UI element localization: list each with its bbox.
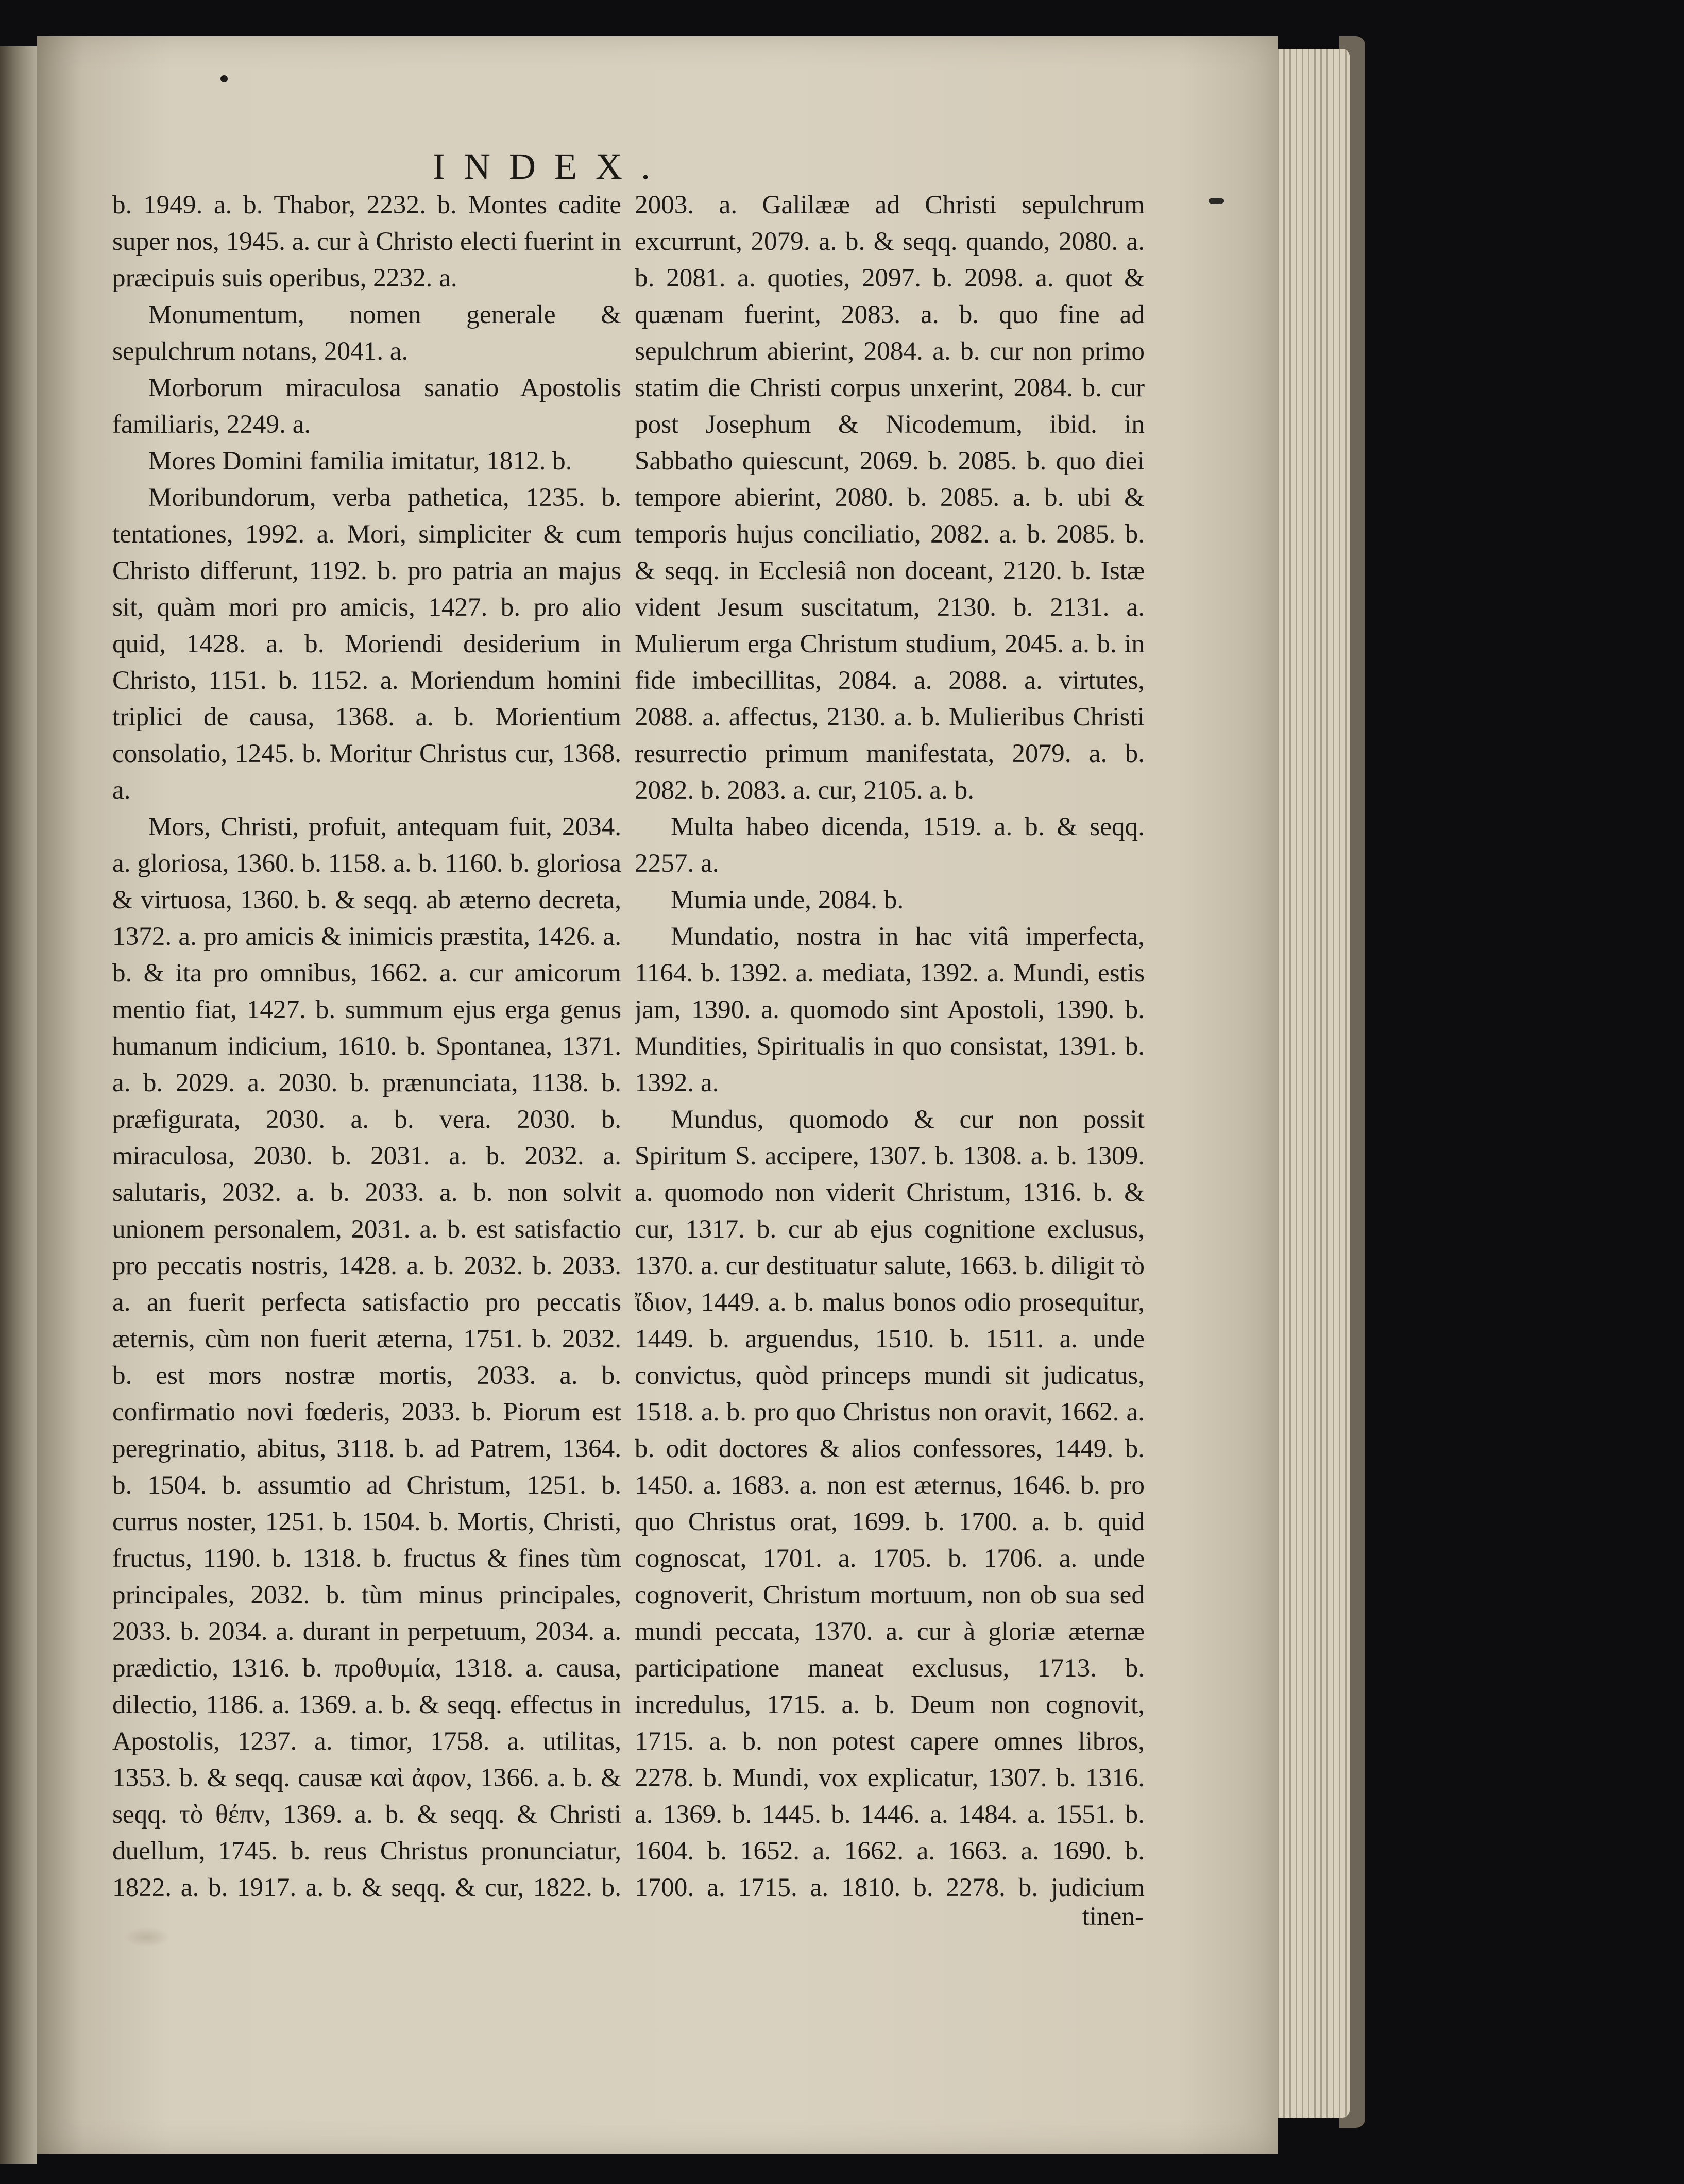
page-stack-edges	[1272, 49, 1350, 2118]
index-entry: Mores Domini familia imitatur, 1812. b.	[148, 446, 572, 476]
index-entry: b. 1949. a. b. Thabor, 2232. b. Montes cadite super nos, 1945. a. cur à Christo electi fuerint in præcipuis suis operibus, 2232. a.	[112, 190, 621, 293]
index-column-left	[112, 187, 621, 1907]
page-header: INDEX.	[433, 146, 669, 187]
index-entry: Mumia unde, 2084. b.	[671, 885, 904, 915]
previous-page-edge	[0, 46, 37, 2164]
paper-stain	[124, 1927, 170, 1948]
index-entry: Moribundorum, verba pathetica, 1235. b. tentationes, 1992. a. Mori, simpliciter & cum Christo differunt, 1192. b. pro patria an majus sit, quàm mori pro amicis, 1427. b. pro alio quid, 1428. a. b. Moriendi desiderium in Christo, 1151. b. 1152. a. Moriendum homini triplici de causa, 1368. a. b. Morientium consolatio, 1245. b. Moritur Christus cur, 1368. a.	[112, 483, 621, 805]
index-entry: 2003. a. Galilææ ad Christi sepulchrum excurrunt, 2079. a. b. & seqq. quando, 2080. a. b. 2081. a. quoties, 2097. b. 2098. a. quot & quænam fuerint, 2083. a. b. quo fine ad sepulchrum abierint, 2084. a. b. cur non primo statim die Christi corpus unxerint, 2084. b. cur post Josephum & Nicodemum, ibid. in Sabbatho quiescunt, 2069. b. 2085. b. quo diei tempore abierint, 2080. b. 2085. a. b. ubi & temporis hujus conciliatio, 2082. a. b. 2085. b. & seqq. in Ecclesiâ non doceant, 2120. b. Istæ vident Jesum suscitatum, 2130. b. 2131. a. Mulierum erga Christum studium, 2045. a. b. in fide imbecillitas, 2084. a. 2088. a. virtutes, 2088. a. affectus, 2130. a. b. Mulieribus Christi resurrectio primum manifestata, 2079. a. b. 2082. b. 2083. a. cur, 2105. a. b.	[635, 190, 1145, 805]
ink-dot	[220, 75, 228, 82]
margin-ink-mark	[1209, 198, 1224, 204]
index-entry: Mundus, quomodo & cur non possit Spiritum S. accipere, 1307. b. 1308. a. b. 1309. a. quomodo non viderit Christum, 1316. b. & cur, 1317. b. cur ab ejus cognitione exclusus, 1370. a. cur destituatur salute, 1663. b. diligit τὸ ἴδιον, 1449. a. b. malus bonos odio prosequitur, 1449. b. arguendus, 1510. b. 1511. a. unde convictus, quòd princeps mundi sit judicatus, 1518. a. b. pro quo Christus non oravit, 1662. a. b. odit doctores & alios confessores, 1449. b. 1450. a. 1683. a. non est æternus, 1646. b. pro quo Christus orat, 1699. b. 1700. a. b. quid cognoscat, 1701. a. 1705. b. 1706. a. unde cognoverit, Christum mortuum, non ob sua sed mundi peccata, 1370. a. cur à gloriæ æternæ participatione maneat exclusus, 1713. b. incredulus, 1715. a. b. Deum non cognovit, 1715. a. b. non potest capere omnes libros, 2278. b. Mundi, vox explicatur, 1307. b. 1316. a. 1369. b. 1445. b. 1446. a. 1484. a. 1551. b. 1604. b. 1652. a. 1662. a. 1663. a. 1690. b. 1700. a. 1715. a. 1810. b. 2278. b. judicium	[635, 1105, 1145, 1902]
index-entry: Mundatio, nostra in hac vitâ imperfecta, 1164. b. 1392. a. mediata, 1392. a. Mundi, estis jam, 1390. a. quomodo sint Apostoli, 1390. b. Mundities, Spiritualis in quo consistat, 1391. b. 1392. a.	[635, 922, 1145, 1097]
index-entry: Multa habeo dicenda, 1519. a. b. & seqq. 2257. a.	[635, 812, 1145, 878]
index-entry: Morborum miraculosa sanatio Apostolis familiaris, 2249. a.	[112, 373, 621, 439]
index-entry: Monumentum, nomen generale & sepulchrum notans, 2041. a.	[112, 300, 621, 366]
index-column-right	[635, 187, 1145, 1907]
index-entry: Mors, Christi, profuit, antequam fuit, 2034. a. gloriosa, 1360. b. 1158. a. b. 1160. b. gloriosa & virtuosa, 1360. b. & seqq. ab æterno decreta, 1372. a. pro amicis & inimicis præstita, 1426. a. b. & ita pro omnibus, 1662. a. cur amicorum mentio fiat, 1427. b. summum ejus erga genus humanum indicium, 1610. b. Spontanea, 1371. a. b. 2029. a. 2030. b. prænunciata, 1138. b. præfigurata, 2030. a. b. vera. 2030. b. miraculosa, 2030. b. 2031. a. b. 2032. a. salutaris, 2032. a. b. 2033. a. b. non solvit unionem personalem, 2031. a. b. est satisfactio pro peccatis nostris, 1428. a. b. 2032. b. 2033. a. an fuerit perfecta satisfactio pro peccatis æternis, cùm non fuerit æterna, 1751. b. 2032. b. est mors nostræ mortis, 2033. a. b. confirmatio novi fœderis, 2033. b. Piorum est peregrinatio, abitus, 3118. b. ad Patrem, 1364. b. 1504. b. assumtio ad Christum, 1251. b. currus noster, 1251. b. 1504. b. Mortis, Christi, fructus, 1190. b. 1318. b. fructus & fines tùm principales, 2032. b. tùm minus principales, 2033. b. 2034. a. durant in perpetuum, 2034. a. prædictio, 1316. b. προθυμία, 1318. a. causa, dilectio, 1186. a. 1369. a. b. & seqq. effectus in Apostolis, 1237. a. timor, 1758. a. utilitas, 1353. b. & seqq. causæ καὶ ἀφον, 1366. a. b. & seqq. τὸ θέπν, 1369. a. b. & seqq. & Christi duellum, 1745. b. reus Christus pronunciatur, 1822. a. b. 1917. a. b. & seqq. & cur, 1822. b.	[112, 812, 621, 1902]
catchword: tinen-	[1082, 1902, 1144, 1931]
